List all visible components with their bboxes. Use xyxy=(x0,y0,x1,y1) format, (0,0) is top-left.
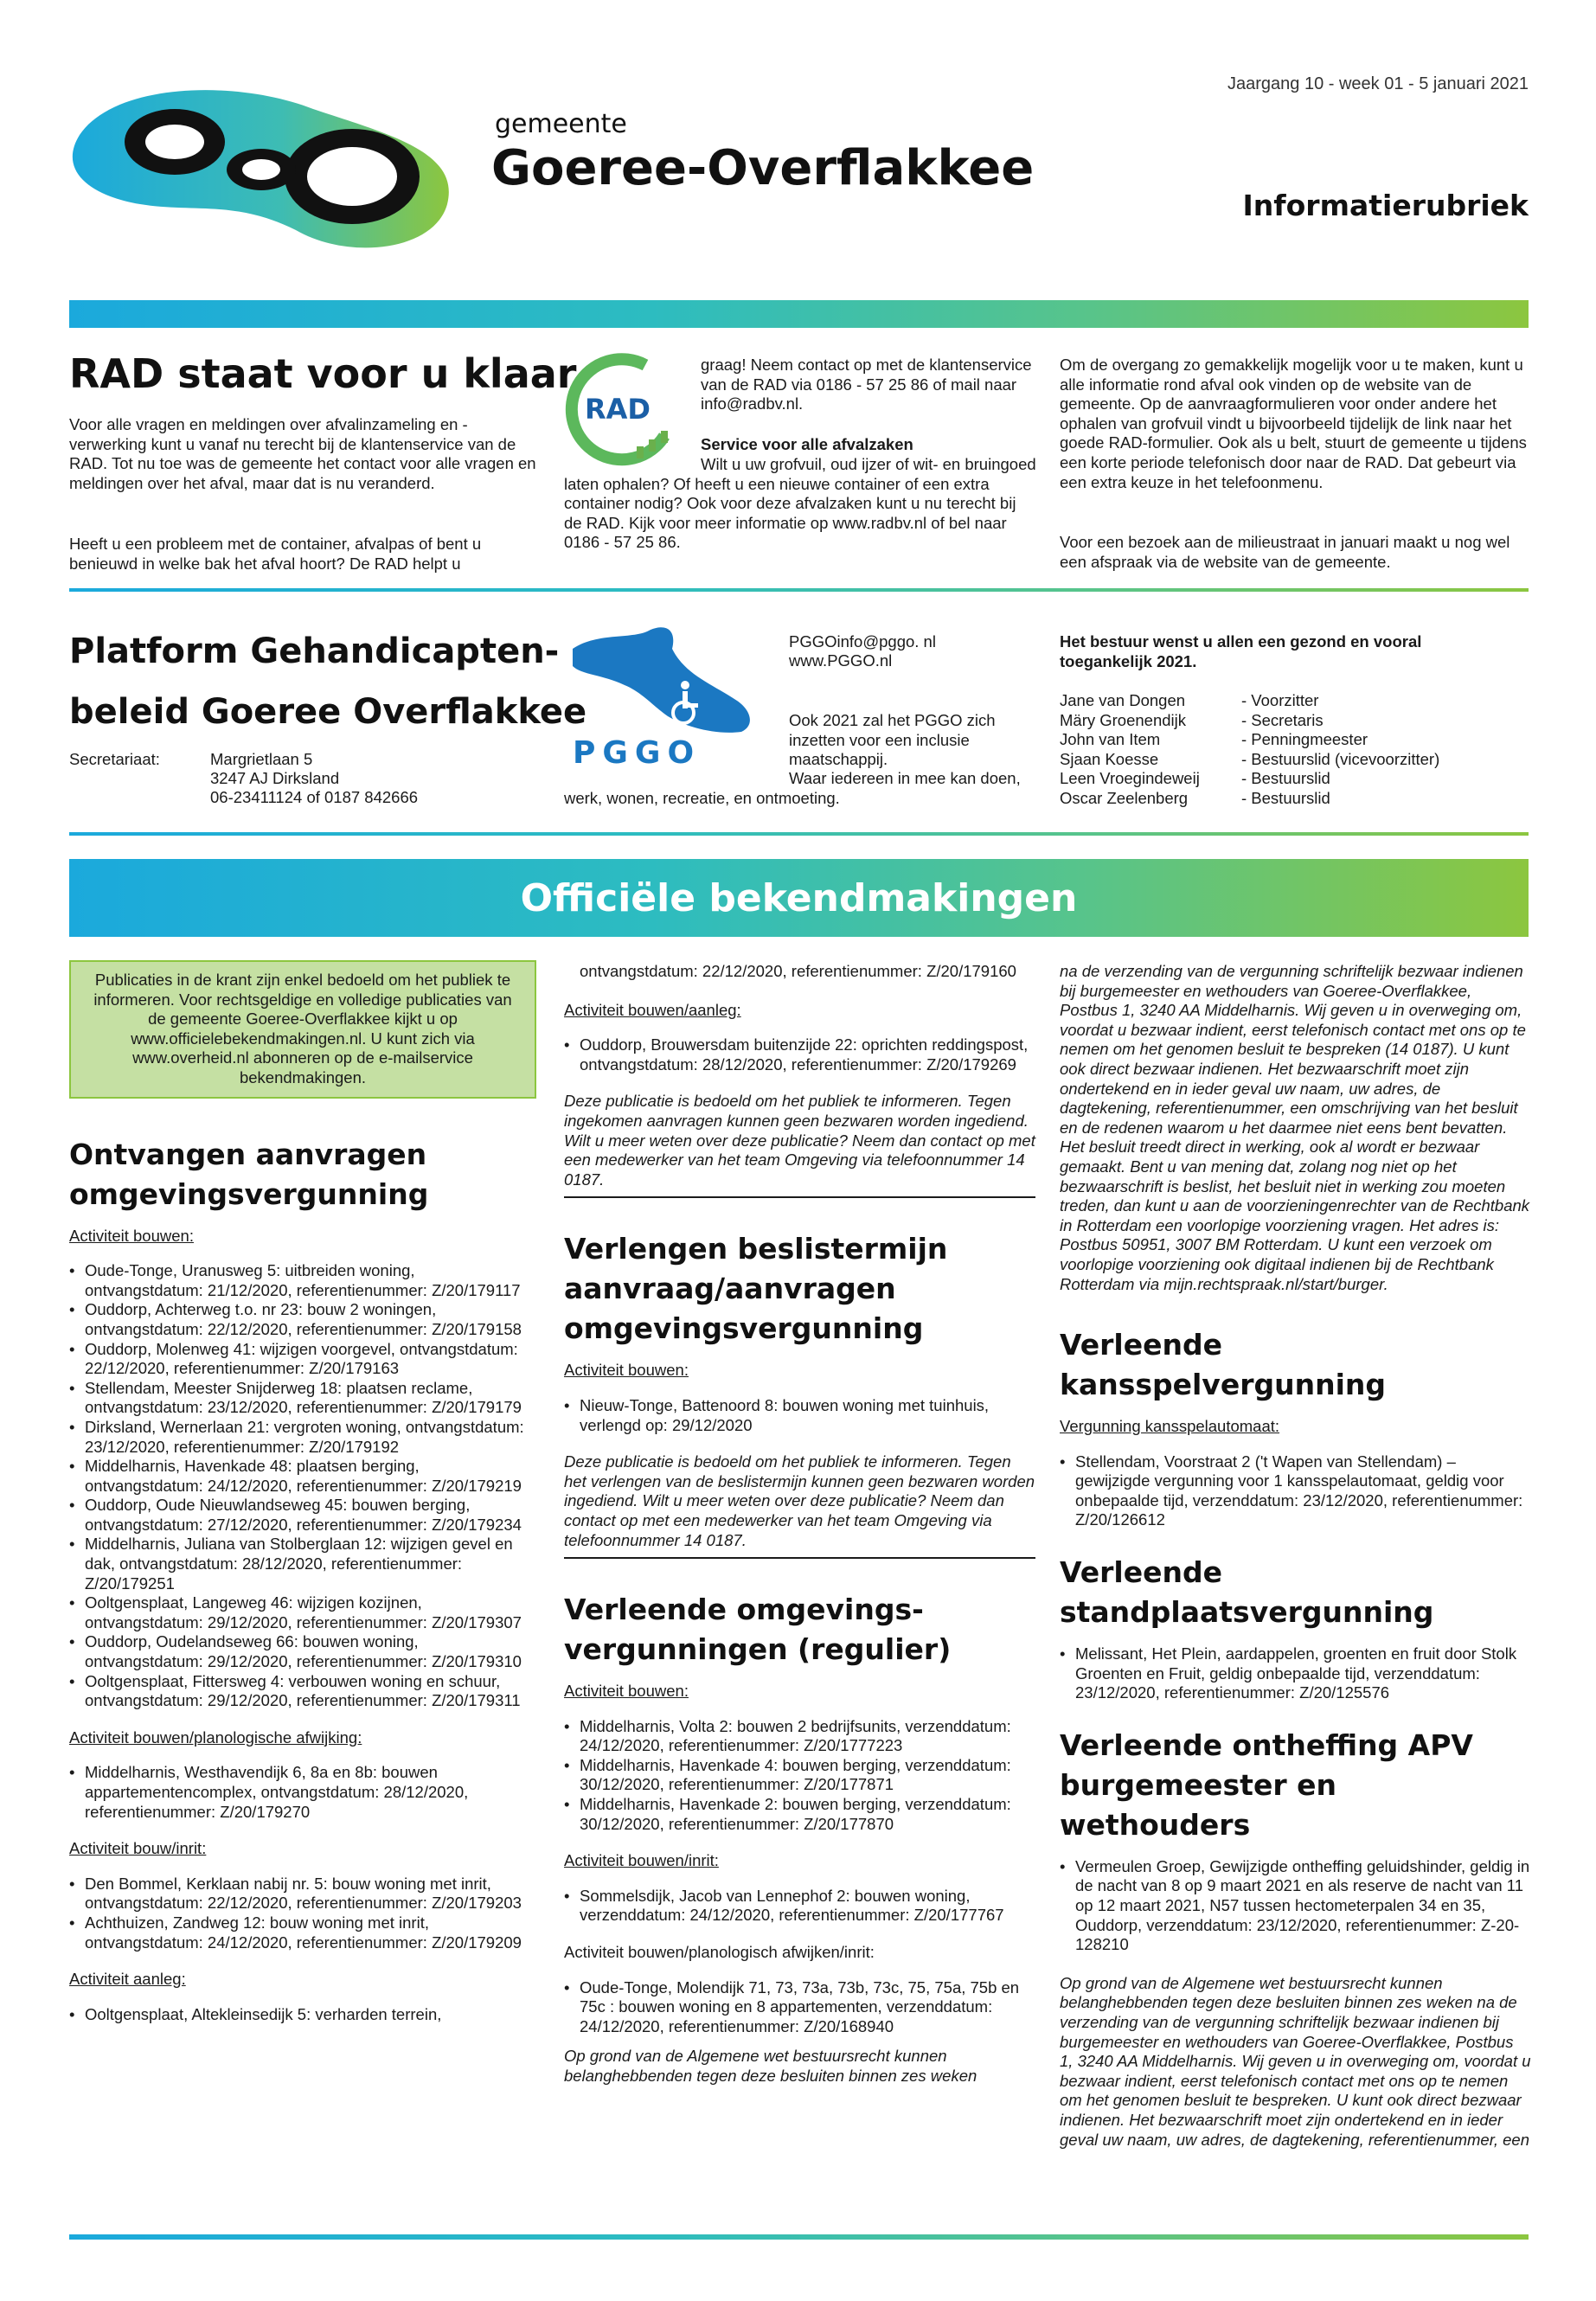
pggo-divider xyxy=(69,832,1529,836)
activity-subheading: Activiteit bouw/inrit: xyxy=(69,1839,207,1858)
list-item: • Middelharnis, Havenkade 2: bouwen berging, verzenddatum: 30/12/2020, referentienummer: Z/20/177870 xyxy=(564,1795,1035,1834)
rad-text-4: Wilt u uw grofvuil, oud ijzer of wit- en bruingoed laten ophalen? Of heeft u een nieuwe container of een extra container nodig? Ook voor deze afvalzaken kunt u nu terecht bij de RAD. Kijk voor meer informatie op www.radbv.nl of bel naar 0186 - 57 25 86. xyxy=(564,455,1036,552)
publication-note: Op grond van de Algemene wet bestuursrecht kunnen belanghebbenden tegen deze besluiten binnen zes weken xyxy=(564,2047,977,2085)
list-item: • Stellendam, Meester Snijderweg 18: plaatsen reclame, ontvangstdatum: 23/12/2020, referentienummer: Z/20/179179 xyxy=(69,1379,536,1418)
edition-line: Jaargang 10 - week 01 - 5 januari 2021 xyxy=(1227,74,1529,93)
application-list xyxy=(69,1763,536,1822)
application-list xyxy=(69,1261,536,1711)
board-role: - Penningmeester xyxy=(1241,730,1368,749)
activity-subheading: Activiteit bouwen/planologisch afwijken/inrit: xyxy=(564,1943,875,1962)
list-item: • Oude-Tonge, Molendijk 71, 73, 73a, 73b, 73c, 75, 75a, 75b en 75c : bouwen woning en 8 appartementen, verzenddatum: 24/12/2020, referentienummer: Z/20/168940 xyxy=(564,1978,1035,2037)
column-divider xyxy=(564,1557,1035,1559)
list-item: • Ooltgensplaat, Fittersweg 4: verbouwen woning en schuur, ontvangstdatum: 29/12/2020, referentienummer: Z/20/179311 xyxy=(69,1672,536,1711)
list-item: • Oude-Tonge, Uranusweg 5: uitbreiden woning, ontvangstdatum: 21/12/2020, referentienummer: Z/20/179117 xyxy=(69,1261,536,1300)
pggo-logo xyxy=(564,623,763,768)
pggo-text-2: Waar iedereen in mee kan doen, werk, wonen, recreatie, en ontmoeting. xyxy=(564,769,1021,807)
notice-text: Publicaties in de krant zijn enkel bedoeld om het publiek te informeren. Voor rechtsgeldige en volledige publicaties van de gemeente Goeree-Overflakkee kijkt u op www.officielebekendmakingen.nl. U kunt zich via www.overheid.nl abonneren op de e-mailservice bekendmakingen. xyxy=(93,971,512,1086)
application-list xyxy=(69,1875,536,1952)
pggo-wish: Het bestuur wenst u allen een gezond en vooral toegankelijk 2021. xyxy=(1060,632,1422,670)
list-item: • Ooltgensplaat, Langeweg 46: wijzigen kozijnen, ontvangstdatum: 29/12/2020, referentienummer: Z/20/179307 xyxy=(69,1593,536,1632)
list-item: • Middelharnis, Havenkade 48: plaatsen berging, ontvangstdatum: 24/12/2020, referentienummer: Z/20/179219 xyxy=(69,1457,536,1496)
official-column-3 xyxy=(1060,962,1531,2150)
pggo-logo-text: PGGO xyxy=(573,735,702,768)
board-role: - Bestuurslid (vicevoorzitter) xyxy=(1241,749,1440,768)
activity-subheading: Vergunning kansspelautomaat: xyxy=(1060,1417,1280,1436)
list-item: • Middelharnis, Westhavendijk 6, 8a en 8b: bouwen appartementencomplex, ontvangstdatum: 28/12/2020, referentienummer: Z/20/179270 xyxy=(69,1763,536,1822)
section-heading: Verleende ontheffing APV burgemeester en wethouders xyxy=(1060,1727,1473,1842)
board-name: Sjaan Koesse xyxy=(1060,749,1159,768)
application-list xyxy=(1060,1452,1531,1530)
section-heading: Verleende omgevings-vergunningen (regulier) xyxy=(564,1593,952,1667)
board-name: Jane van Dongen xyxy=(1060,691,1186,709)
publication-note: Deze publicatie is bedoeld om het publiek te informeren. Tegen ingekomen aanvragen kunnen geen bezwaren worden ingediend. Wilt u meer weten over deze publicatie? Neem dan contact op met een medewerker van het team Omgeving via telefoonnummer 14 0187. xyxy=(564,1092,1035,1189)
objection-text: na de verzending van de vergunning schriftelijk bezwaar indienen bij burgemeester en wethouders van Goeree-Overflakkee, Postbus 1, 3240 AA Middelharnis. Wij geven u in overweging om, voordat u bezwaar indient, eerst telefonisch contact met ons op te nemen om het genomen besluit te bespreken (14 0187). U kunt ook direct bezwaar indienen. Het bezwaarschrift moet zijn ondertekend en in ieder geval uw naam, uw adres, de dagtekening, referentienummer, een omschrijving van het besluit en de redenen waarom u het daarmee niet eens bent bevatten. Het besluit treedt direct in werking, ook al wordt er bezwaar gemaakt. Bent u van mening dat, zolang nog niet op het bezwaarschrift is beslist, het besluit niet in werking zou moeten treden, dan kunt u aan de voorzieningenrechter van de Rechtbank in Rotterdam een voorlopige voorziening vragen. Het adres is: Postbus 50951, 3007 BM Rotterdam. U kunt een verzoek om voorlopige voorziening ook digitaal indienen bij de Rechtbank Rotterdam via mijn.rechtspraak.nl/start/burger. xyxy=(1060,962,1530,1293)
application-list xyxy=(564,1717,1035,1835)
list-item: • Middelharnis, Havenkade 4: bouwen berging, verzenddatum: 30/12/2020, referentienummer: Z/20/177871 xyxy=(564,1756,1035,1795)
pggo-secretariat-label: Secretariaat: xyxy=(69,750,160,768)
list-item: • Ouddorp, Oudelandseweg 66: bouwen woning, ontvangstdatum: 29/12/2020, referentienummer: Z/20/179310 xyxy=(69,1632,536,1671)
publication-note: Deze publicatie is bedoeld om het publiek te informeren. Tegen het verlengen van de beslistermijn kunnen geen bezwaren worden ingediend. Wilt u meer weten over deze publicatie? Neem dan contact op met een medewerker van het team Omgeving via telefoonnummer 14 0187. xyxy=(564,1452,1035,1549)
activity-subheading: Activiteit bouwen/aanleg: xyxy=(564,1000,741,1019)
footer-gradient-bar xyxy=(69,2234,1529,2240)
rad-logo-text: RAD xyxy=(585,393,651,426)
list-item: • Ouddorp, Oude Nieuwlandseweg 45: bouwen berging, ontvangstdatum: 27/12/2020, referentienummer: Z/20/179234 xyxy=(69,1496,536,1535)
board-role: - Bestuurslid xyxy=(1241,769,1330,788)
board-role: - Bestuurslid xyxy=(1241,788,1330,807)
rad-text-3: graag! Neem contact op met de klantenservice van de RAD via 0186 - 57 25 86 of mail naar info@radbv.nl. xyxy=(701,356,1032,413)
pggo-address-3: 06-23411124 of 0187 842666 xyxy=(210,788,419,806)
column-divider xyxy=(564,1196,1035,1198)
rad-title: RAD staat voor u klaar xyxy=(69,350,577,397)
board-role: - Secretaris xyxy=(1241,710,1324,729)
section-heading: Verleende kansspelvergunning xyxy=(1060,1328,1387,1402)
official-column-1 xyxy=(69,960,536,2041)
list-item: • Ooltgensplaat, Altekleinsedijk 5: verharden terrein, xyxy=(69,2005,536,2025)
official-banner-title: Officiële bekendmakingen xyxy=(520,875,1078,920)
objection-text: Op grond van de Algemene wet bestuursrecht kunnen belanghebbenden tegen deze besluiten binnen zes weken na de verzending van de vergunning schriftelijk bezwaar indienen bij burgemeester en wethouders van Goeree-Overflakkee, Postbus 1, 3240 AA Middelharnis. Wij geven u in overweging om, voordat u bezwaar indient, eerst telefonisch contact met ons op te nemen om het genomen besluit te bespreken. U kunt ook direct bezwaar indienen. Het bezwaarschrift moet zijn ondertekend en in ieder geval uw naam, uw adres, de dagtekening, referentienummer, een xyxy=(1060,1973,1531,2149)
board-name: Leen Vroegindeweij xyxy=(1060,769,1200,788)
list-item: • Middelharnis, Juliana van Stolberglaan 12: wijzigen gevel en dak, ontvangstdatum: 28/12/2020, referentienummer: Z/20/179251 xyxy=(69,1535,536,1593)
section-heading: Verleende standplaatsvergunning xyxy=(1060,1555,1434,1630)
pggo-board-list xyxy=(1060,691,1439,809)
pggo-website: www.PGGO.nl xyxy=(789,651,893,670)
list-item: • Sommelsdijk, Jacob van Lennephof 2: bouwen woning, verzenddatum: 24/12/2020, referentienummer: Z/20/177767 xyxy=(564,1887,1035,1926)
rad-text-2: Heeft u een probleem met de container, afvalpas of bent u benieuwd in welke bak het afval hoort? De RAD helpt u xyxy=(69,535,482,573)
activity-subheading: Activiteit bouwen: xyxy=(564,1361,689,1380)
list-item: • Stellendam, Voorstraat 2 ('t Wapen van Stellendam) – gewijzigde vergunning voor 1 kansspelautomaat, geldig voor onbepaalde tijd, verzenddatum: 23/12/2020, referentienummer: Z/20/126612 xyxy=(1060,1452,1531,1530)
pggo-address-1: Margrietlaan 5 xyxy=(210,750,313,768)
rad-divider xyxy=(69,588,1529,592)
board-name: John van Item xyxy=(1060,730,1161,749)
activity-subheading: Activiteit bouwen/inrit: xyxy=(564,1851,719,1870)
official-column-2 xyxy=(564,962,1035,2086)
application-list xyxy=(564,1887,1035,1926)
pggo-email: PGGOinfo@pggo. nl xyxy=(789,632,936,651)
section-label: Informatierubriek xyxy=(1242,189,1529,222)
activity-subheading: Activiteit bouwen: xyxy=(564,1682,689,1701)
pggo-title-line2: beleid Goeree Overflakkee xyxy=(69,692,587,732)
municipality-name: Goeree-Overflakkee xyxy=(491,140,1035,196)
list-item: • Ouddorp, Brouwersdam buitenzijde 22: oprichten reddingspost, ontvangstdatum: 28/12/2020, referentienummer: Z/20/179269 xyxy=(564,1035,1035,1074)
rad-text-5: Om de overgang zo gemakkelijk mogelijk voor u te maken, kunt u alle informatie rond afval ook vinden op de website van de gemeente. Op de aanvraagformulieren voor onder andere het ophalen van grofvuil vindt u bijvoorbeeld tijdelijk de link naar het goede RAD-formulier. Ook als u belt, stuurt de gemeente u tijdens een korte periode telefonisch door naar de RAD. Dat gebeurt via een extra keuze in het telefoonmenu. xyxy=(1060,356,1527,491)
application-list xyxy=(564,1035,1035,1074)
section-heading: Verlengen beslistermijn aanvraag/aanvragen omgevingsvergunning xyxy=(564,1232,948,1346)
board-name: Oscar Zeelenberg xyxy=(1060,788,1189,807)
pggo-text-1: Ook 2021 zal het PGGO zich inzetten voor een inclusie maatschappij. xyxy=(789,711,996,769)
application-list xyxy=(564,1396,1035,1435)
continued-text: ontvangstdatum: 22/12/2020, referentienummer: Z/20/179160 xyxy=(580,962,1016,980)
header-gradient-bar xyxy=(69,300,1529,328)
activity-subheading: Activiteit aanleg: xyxy=(69,1970,186,1989)
pggo-address-2: 3247 AJ Dirksland xyxy=(210,769,340,787)
application-list xyxy=(1060,1644,1531,1703)
list-item: • Nieuw-Tonge, Battenoord 8: bouwen woning met tuinhuis, verlengd op: 29/12/2020 xyxy=(564,1396,1035,1435)
notice-box xyxy=(69,960,536,1099)
list-item: • Dirksland, Wernerlaan 21: vergroten woning, ontvangstdatum: 23/12/2020, referentienummer: Z/20/179192 xyxy=(69,1418,536,1457)
activity-subheading: Activiteit bouwen/planologische afwijking: xyxy=(69,1727,362,1747)
list-item: • Middelharnis, Volta 2: bouwen 2 bedrijfsunits, verzenddatum: 24/12/2020, referentienummer: Z/20/1777223 xyxy=(564,1717,1035,1756)
board-name: Märy Groenendijk xyxy=(1060,710,1187,729)
section-heading: Ontvangen aanvragen omgevingsvergunning xyxy=(69,1137,429,1211)
official-banner xyxy=(69,859,1529,937)
activity-subheading: Activiteit bouwen: xyxy=(69,1226,194,1245)
rad-text-6: Voor een bezoek aan de milieustraat in januari maakt u nog wel een afspraak via de website van de gemeente. xyxy=(1060,533,1510,571)
board-role: - Voorzitter xyxy=(1241,691,1319,709)
application-list xyxy=(1060,1857,1531,1955)
rad-logo xyxy=(562,353,676,467)
list-item: • Ouddorp, Achterweg t.o. nr 23: bouw 2 woningen, ontvangstdatum: 22/12/2020, referentienummer: Z/20/179158 xyxy=(69,1300,536,1339)
list-item: • Melissant, Het Plein, aardappelen, groenten en fruit door Stolk Groenten en Fruit, geldig onbepaalde tijd, verzenddatum: 23/12/2020, referentienummer: Z/20/125576 xyxy=(1060,1644,1531,1703)
list-item: • Ouddorp, Molenweg 41: wijzigen voorgevel, ontvangstdatum: 22/12/2020, referentienummer: Z/20/179163 xyxy=(69,1340,536,1379)
rad-text-1: Voor alle vragen en meldingen over afvalinzameling en -verwerking kunt u vanaf nu terecht bij de klantenservice van de RAD. Tot nu toe was de gemeente het contact voor alle vragen en meldingen over het afval, maar dat is nu veranderd. xyxy=(69,415,536,492)
rad-service-heading: Service voor alle afvalzaken xyxy=(701,435,913,453)
pggo-title-line1: Platform Gehandicapten- xyxy=(69,631,560,671)
application-list xyxy=(564,1978,1035,2037)
list-item: • Den Bommel, Kerklaan nabij nr. 5: bouw woning met inrit, ontvangstdatum: 22/12/2020, referentienummer: Z/20/179203 xyxy=(69,1875,536,1913)
application-list xyxy=(69,2005,536,2025)
municipality-label: gemeente xyxy=(495,109,627,139)
list-item: • Achthuizen, Zandweg 12: bouw woning met inrit, ontvangstdatum: 24/12/2020, referentienummer: Z/20/179209 xyxy=(69,1913,536,1952)
municipality-logo xyxy=(62,74,460,256)
list-item: • Vermeulen Groep, Gewijzigde ontheffing geluidshinder, geldig in de nacht van 8 op 9 maart 2021 en als reserve de nacht van 11 op 12 maart 2021, N57 tussen hectometerpalen 34 en 35, Ouddorp, verzenddatum: 23/12/2020, referentienummer: Z-20-128210 xyxy=(1060,1857,1531,1955)
